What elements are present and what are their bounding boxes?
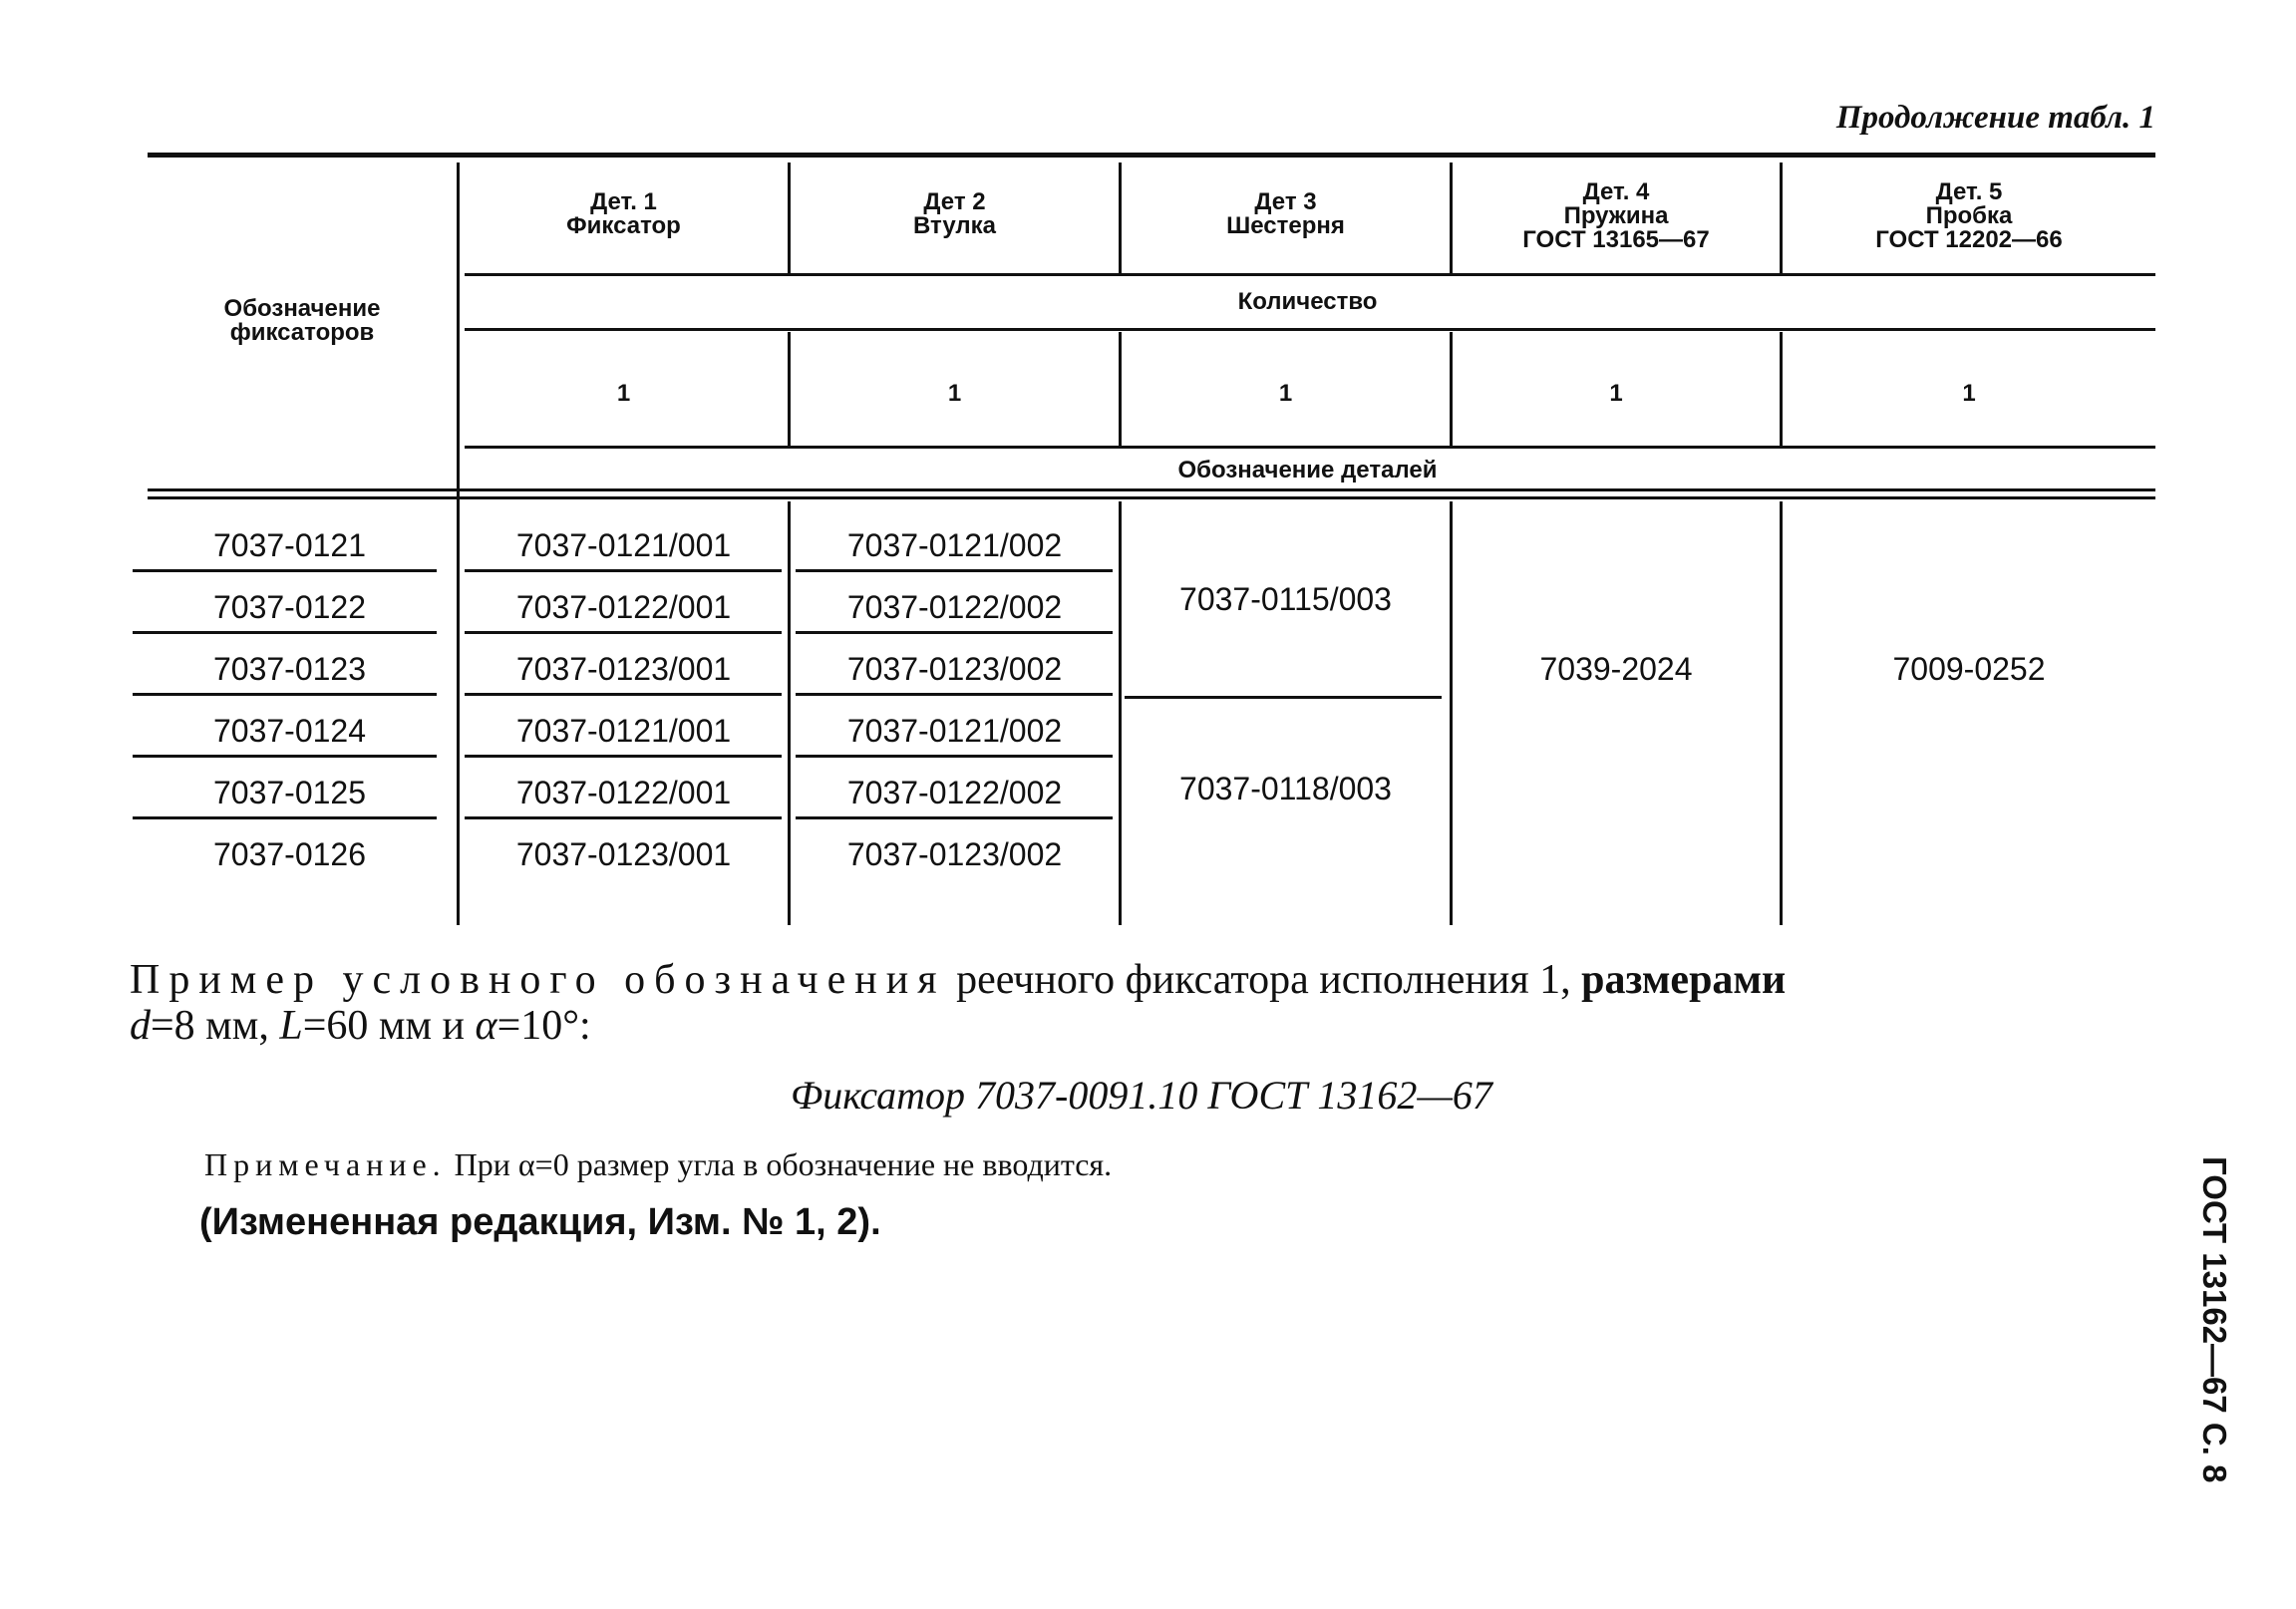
fixator-cell: 7037-0125 <box>212 775 367 810</box>
note <box>204 1146 2099 1183</box>
quantity-det4: 1 <box>1609 380 1623 407</box>
side-page-label: ГОСТ 13162—67 С. 8 <box>2196 1156 2233 1483</box>
quantity-rule <box>465 328 2155 331</box>
det1-cell: 7037-0122/001 <box>515 775 732 810</box>
row-sep-3-d <box>1125 696 1442 699</box>
det1-cell: 7037-0121/001 <box>515 713 732 749</box>
det3-group-2: 7037-0118/003 <box>1179 771 1392 806</box>
det4-cell: 7039-2024 <box>1539 651 1693 687</box>
row-sep-1-a <box>133 569 437 572</box>
quantity-det5: 1 <box>1962 380 1976 407</box>
row-sep-3-c <box>796 693 1113 696</box>
header-bottom-rule-1 <box>148 488 2155 491</box>
example-d-value: =8 мм, <box>151 1003 280 1049</box>
row-sep-1-c <box>796 569 1113 572</box>
col-header-det3-line-2: Шестерня <box>1226 212 1345 239</box>
parts-table <box>148 153 2155 925</box>
row-sep-4-c <box>796 755 1113 758</box>
table-continuation-caption: Продолжение табл. 1 <box>1835 100 2155 136</box>
example-l-value: =60 мм и <box>302 1003 476 1049</box>
row-sep-5-c <box>796 816 1113 819</box>
table-top-rule <box>148 153 2155 158</box>
col-header-det4-line-2: Пружина <box>1563 202 1669 229</box>
example-alpha-value: =10°: <box>496 1003 591 1049</box>
example-designation: Фиксатор 7037-0091.10 ГОСТ 13162—67 <box>791 1073 1492 1118</box>
row-sep-1-b <box>465 569 782 572</box>
row-sep-2-b <box>465 631 782 634</box>
quantity-label: Количество <box>1237 288 1378 315</box>
col-header-det5-line-3: ГОСТ 12202—66 <box>1875 226 2063 253</box>
col-header-det4 <box>1453 180 1780 252</box>
col-header-det2-line-1: Дет 2 <box>923 188 986 215</box>
quantity-det2: 1 <box>947 380 962 407</box>
example-d-var: d <box>130 1003 151 1049</box>
col-header-det4-line-1: Дет. 4 <box>1582 178 1650 205</box>
det1-cell: 7037-0123/001 <box>515 651 732 687</box>
row-sep-3-b <box>465 693 782 696</box>
qty-values-rule <box>465 446 2155 449</box>
col-header-det2 <box>791 190 1119 238</box>
details-label: Обозначение деталей <box>1177 457 1438 483</box>
det2-cell: 7037-0123/002 <box>846 836 1063 872</box>
row-header-line-2: фиксаторов <box>229 319 375 346</box>
header-bottom-rule-2 <box>148 496 2155 499</box>
det2-cell: 7037-0121/002 <box>846 527 1063 563</box>
col-rule-3c <box>1119 501 1122 925</box>
note-text: При α=0 размер угла в обозначение не вводится. <box>446 1146 1113 1182</box>
col-header-det5 <box>1783 180 2155 252</box>
col-header-det3-line-1: Дет 3 <box>1254 188 1317 215</box>
det2-cell: 7037-0123/002 <box>846 651 1063 687</box>
note-label: Примечание. <box>204 1146 447 1182</box>
col-header-det1-line-1: Дет. 1 <box>590 188 657 215</box>
example-l-var: L <box>279 1003 303 1049</box>
det2-cell: 7037-0122/002 <box>846 589 1063 625</box>
row-header <box>148 297 457 345</box>
example-alpha-var: α <box>475 1003 497 1049</box>
col-rule-4c <box>1450 501 1453 925</box>
det2-cell: 7037-0121/002 <box>846 713 1063 749</box>
det1-cell: 7037-0122/001 <box>515 589 732 625</box>
det3-group-1: 7037-0115/003 <box>1179 581 1392 617</box>
row-sep-5-b <box>465 816 782 819</box>
quantity-det3: 1 <box>1278 380 1293 407</box>
row-header-line-1: Обозначение <box>223 295 381 322</box>
col-header-det5-line-2: Пробка <box>1925 202 2013 229</box>
example-paragraph <box>130 957 2153 1049</box>
row-sep-4-a <box>133 755 437 758</box>
changed-edition: (Измененная редакция, Изм. № 1, 2). <box>199 1201 881 1243</box>
row-sep-4-b <box>465 755 782 758</box>
col-rule-5c <box>1780 501 1783 925</box>
row-sep-5-a <box>133 816 437 819</box>
col-header-det1 <box>460 190 788 238</box>
col-header-det5-line-1: Дет. 5 <box>1935 178 2003 205</box>
col-header-det4-line-3: ГОСТ 13165—67 <box>1522 226 1710 253</box>
fixator-cell: 7037-0123 <box>212 651 367 687</box>
quantity-det1: 1 <box>616 380 631 407</box>
col-header-det2-line-2: Втулка <box>912 212 996 239</box>
example-bold-word: размерами <box>1581 957 1787 1003</box>
det5-cell: 7009-0252 <box>1892 651 2046 687</box>
example-rest: реечного фиксатора исполнения 1, <box>956 957 1571 1003</box>
row-sep-2-a <box>133 631 437 634</box>
example-lead: Пример условного обозначения <box>130 957 946 1003</box>
col-header-det1-line-2: Фиксатор <box>566 212 681 239</box>
row-sep-3-a <box>133 693 437 696</box>
fixator-cell: 7037-0121 <box>212 527 367 563</box>
fixator-cell: 7037-0122 <box>212 589 367 625</box>
det1-cell: 7037-0123/001 <box>515 836 732 872</box>
row-sep-2-c <box>796 631 1113 634</box>
fixator-cell: 7037-0126 <box>212 836 367 872</box>
header-rule <box>465 273 2155 276</box>
col-header-det3 <box>1122 190 1450 238</box>
det2-cell: 7037-0122/002 <box>846 775 1063 810</box>
det1-cell: 7037-0121/001 <box>515 527 732 563</box>
fixator-cell: 7037-0124 <box>212 713 367 749</box>
